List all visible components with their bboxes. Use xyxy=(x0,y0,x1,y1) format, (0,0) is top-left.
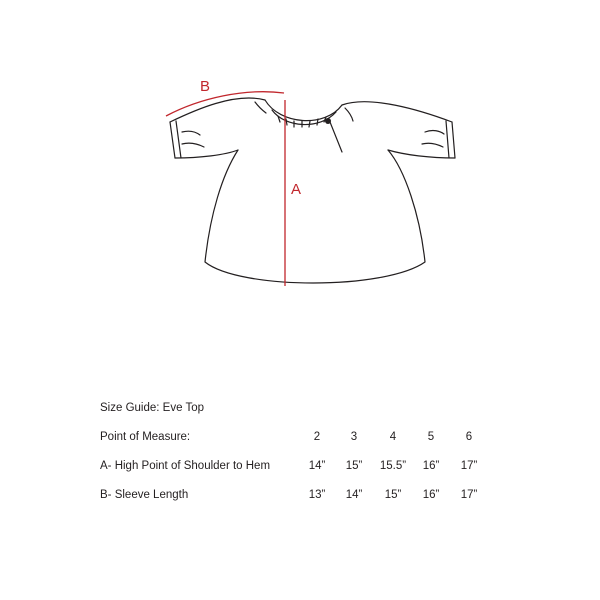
row-b-value: 17” xyxy=(460,489,478,501)
row-a-value: 14” xyxy=(308,460,326,472)
label-b: B xyxy=(200,78,211,95)
button-dot xyxy=(325,118,331,124)
size-header: 4 xyxy=(389,431,397,443)
row-b-value: 15” xyxy=(384,489,402,501)
row-b-value: 13” xyxy=(308,489,326,501)
size-header: 2 xyxy=(313,431,321,443)
row-b-value: 16” xyxy=(422,489,440,501)
row-b-value: 14” xyxy=(345,489,363,501)
measure-line-b xyxy=(166,92,284,116)
header-label: Point of Measure: xyxy=(100,431,191,443)
size-header: 5 xyxy=(427,431,435,443)
eve-top-outline xyxy=(170,98,455,283)
guide-title: Size Guide: Eve Top xyxy=(100,402,204,414)
label-a: A xyxy=(291,181,302,198)
row-label-a: A- High Point of Shoulder to Hem xyxy=(100,460,271,472)
size-header: 6 xyxy=(465,431,473,443)
size-header: 3 xyxy=(350,431,358,443)
row-label-b: B- Sleeve Length xyxy=(100,489,189,501)
row-a-value: 17” xyxy=(460,460,478,472)
row-a-value: 16” xyxy=(422,460,440,472)
row-a-value: 15” xyxy=(345,460,363,472)
row-a-value: 15.5” xyxy=(379,460,407,472)
